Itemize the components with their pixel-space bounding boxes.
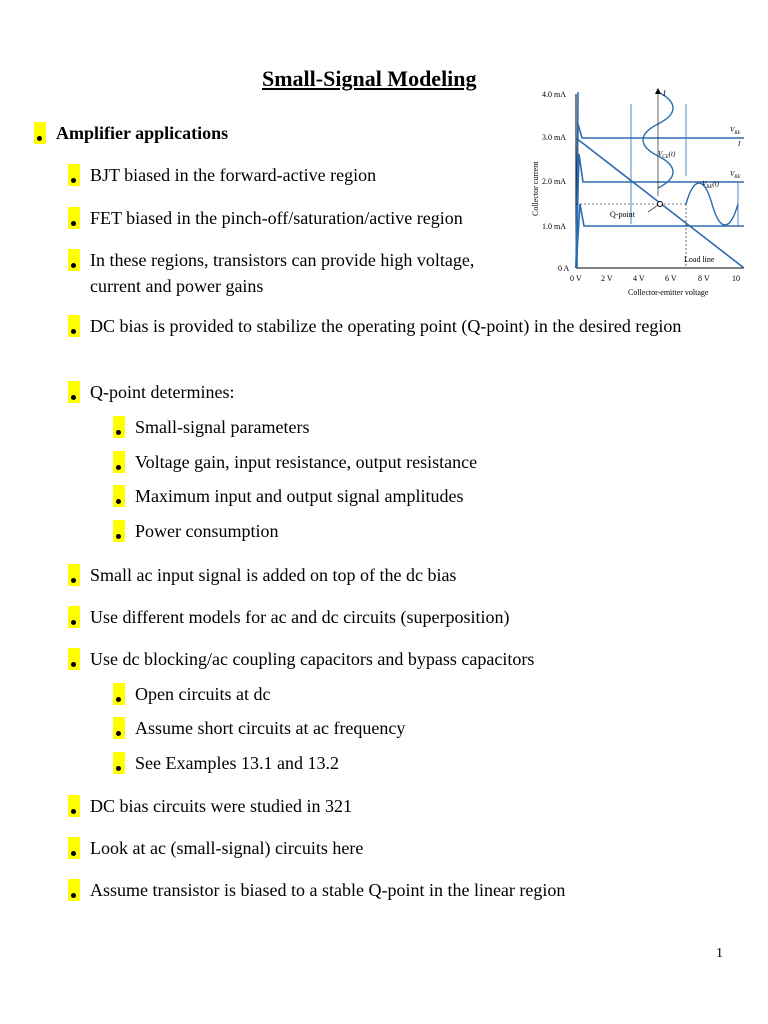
q-point-pointer [648,205,658,212]
y-tick-label: 4.0 mA [542,90,566,99]
bullet-icon [68,564,80,586]
y-tick-label: 0 A [558,264,570,273]
x-tick-label: 2 V [601,274,613,283]
bullet-icon [68,879,80,901]
list-item-text: Small ac input signal is added on top of the dc bias [90,565,457,585]
x-tick-label: 8 V [698,274,710,283]
bullet-icon [68,837,80,859]
bullet-icon [68,249,80,271]
list-item-text: Q-point determines: [90,382,235,402]
y-tick-label: 3.0 mA [542,133,566,142]
list-item-text: Maximum input and output signal amplitudes [135,486,464,506]
vce-label: $V_{CE}(t)$ [658,150,676,160]
list-item-text: See Examples 13.1 and 13.2 [135,753,339,773]
list-item-text: In these regions, transistors can provide high voltage, current and power gains [90,250,475,296]
vbe-label: $V_{BE}(t)$ [702,180,719,190]
x-tick-label: 10 [732,274,740,283]
y-tick-label: 2.0 mA [542,177,566,186]
ic-curve-3ma [576,124,744,268]
list-item-text: Use different models for ac and dc circuits (superposition) [90,607,510,627]
bullet-icon [68,795,80,817]
right-label-vbe-mid: $V_{BE}$ [730,170,741,180]
page-number: 1 [716,946,723,961]
bullet-icon [113,717,125,739]
list-item-text: Small-signal parameters [135,417,310,437]
bullet-icon [68,315,80,337]
bullet-icon [113,520,125,542]
bullet-icon [68,648,80,670]
list-item-text: Look at ac (small-signal) circuits here [90,838,364,858]
bullet-icon [68,381,80,403]
right-label-vbe-top: $V_{BE}$ [730,126,741,136]
saturation-curve [577,92,578,268]
list-item-text: Amplifier applications [56,123,229,143]
list-item-text: FET biased in the pinch-off/saturation/active region [90,208,463,228]
list-item-text: Use dc blocking/ac coupling capacitors and bypass capacitors [90,649,535,669]
ic-label: I [663,89,666,98]
q-point-label: Q-point [610,210,635,219]
bullet-icon [68,164,80,186]
y-tick-label: 1.0 mA [542,222,566,231]
bullet-icon [34,122,46,144]
bullet-icon [68,207,80,229]
list-item-text: DC bias is provided to stabilize the operating point (Q-point) in the desired region [90,316,682,336]
transistor-characteristics-figure [528,84,750,302]
x-tick-label: 0 V [570,274,582,283]
bullet-icon [113,416,125,438]
x-axis-label: Collector-emitter voltage [628,288,709,297]
y-axis-label: Collector current [531,161,540,216]
list-item-text: Assume transistor is biased to a stable Q-point in the linear region [90,880,566,900]
ic-curve-1ma [576,204,744,268]
right-label-i: I [738,140,741,148]
x-tick-label: 4 V [633,274,645,283]
bullet-icon [68,606,80,628]
list-item-text: Assume short circuits at ac frequency [135,718,406,738]
list-item-text: Open circuits at dc [135,684,271,704]
q-point-marker [658,202,663,207]
page-title: Small-Signal Modeling [262,66,477,91]
list-item-text: Power consumption [135,521,279,541]
list-item-text: Voltage gain, input resistance, output resistance [135,452,478,472]
list-item-text: DC bias circuits were studied in 321 [90,796,352,816]
bullet-icon [113,451,125,473]
load-line-label: Load line [684,255,715,264]
ic-curve-2ma [576,154,744,268]
ic-arrow-icon [655,88,661,94]
bullet-icon [113,683,125,705]
list-item-text: BJT biased in the forward-active region [90,165,377,185]
x-tick-label: 6 V [665,274,677,283]
bullet-icon [113,752,125,774]
bullet-icon [113,485,125,507]
